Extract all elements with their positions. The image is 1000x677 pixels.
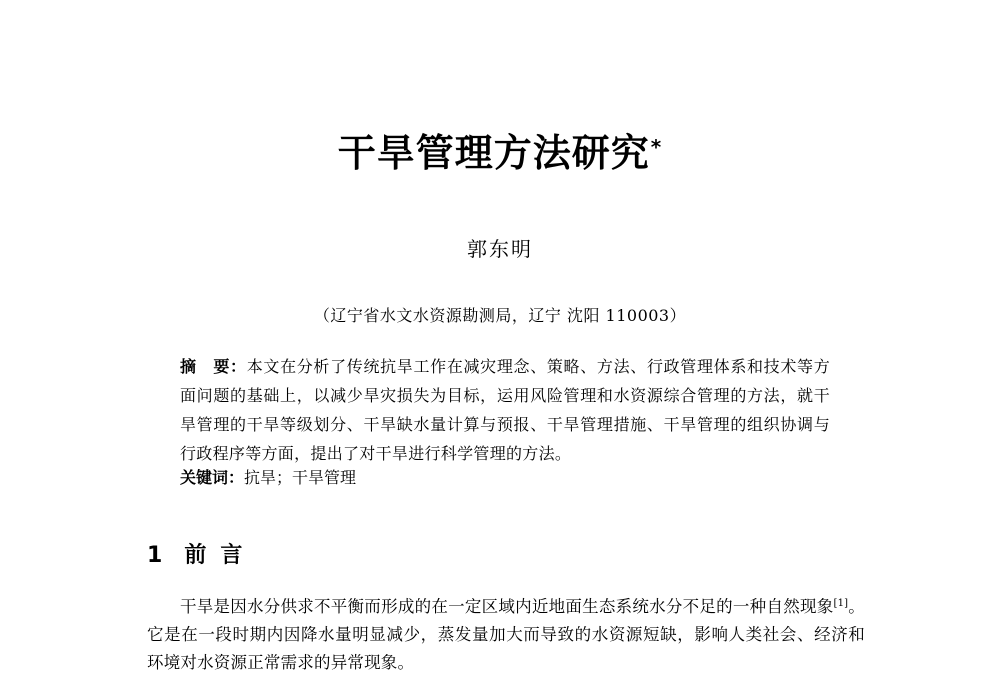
- paragraph-text-part1: 干旱是因水分供求不平衡而形成的在一定区域内近地面生态系统水分不足的一种自然现象: [180, 597, 834, 616]
- paper-title: [0, 128, 1000, 178]
- title-footnote-mark: *: [650, 135, 663, 159]
- abstract-label: 摘 要：: [180, 357, 247, 376]
- author-name: 郭东明: [467, 237, 533, 261]
- author-affiliation: （辽宁省水文水资源勘测局，辽宁 沈阳 110003）: [313, 306, 687, 325]
- keywords-text: 抗旱；干旱管理: [244, 468, 357, 487]
- section-title: 前言: [184, 543, 257, 568]
- abstract: [180, 352, 830, 468]
- paper-title-text: 干旱管理方法研究: [337, 131, 650, 175]
- section-heading: [147, 540, 256, 572]
- keywords: [180, 463, 830, 492]
- citation-ref[interactable]: [1]: [833, 598, 849, 609]
- body-paragraph: [147, 593, 865, 677]
- section-number: 1: [147, 543, 163, 568]
- paragraph-text-part2: 。它是在一段时期内因降水量明显减少，蒸发量加大而导致的水资源短缺，影响人类社会、经济和环境对水资源正常需求的异常现象。: [147, 597, 865, 672]
- abstract-text: 本文在分析了传统抗旱工作在减灾理念、策略、方法、行政管理体系和技术等方面问题的基础上，以减少旱灾损失为目标，运用风险管理和水资源综合管理的方法，就干旱管理的干旱等级划分、干旱缺水量计算与预报、干旱管理措施、干旱管理的组织协调与行政程序等方面，提出了对干旱进行科学管理的方法。: [180, 357, 830, 463]
- keywords-label: 关键词：: [180, 468, 245, 487]
